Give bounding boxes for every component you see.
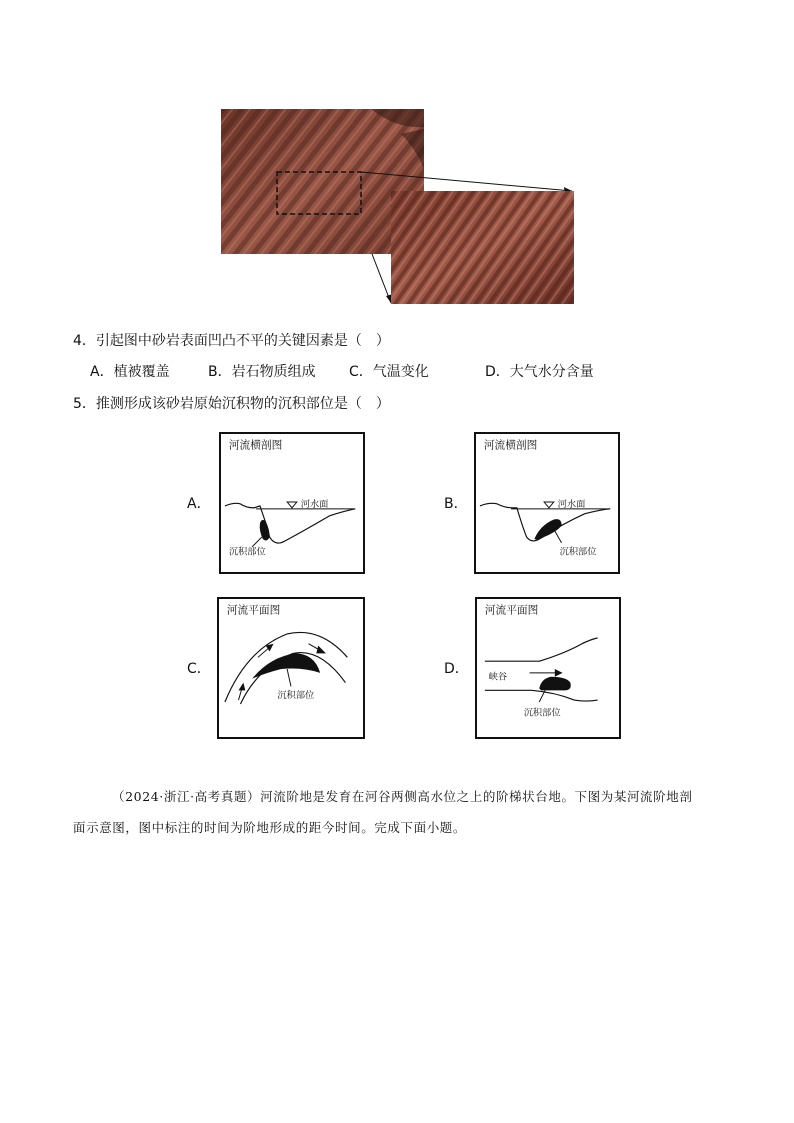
diagram-title: 河流横剖图 [483, 438, 538, 452]
deposit-label: 沉积部位 [277, 690, 315, 702]
option-5a-diagram[interactable] [219, 432, 365, 574]
deposit-label: 沉积部位 [559, 546, 597, 558]
option-5b-diagram[interactable] [474, 432, 620, 574]
question-4-stem: 4．引起图中砂岩表面凹凸不平的关键因素是（ ） [73, 333, 390, 349]
diagram-title: 河流平面图 [226, 603, 281, 617]
option-5a-letter[interactable]: A． [187, 496, 211, 512]
option-4c[interactable]: C．气温变化 [349, 364, 429, 380]
passage-line-2: 面示意图，图中标注的时间为阶地形成的距今时间。完成下面小题。 [73, 820, 467, 835]
deposit-label: 沉积部位 [228, 546, 266, 558]
option-5b-letter[interactable]: B． [444, 496, 468, 512]
option-4b[interactable]: B．岩石物质组成 [208, 364, 316, 380]
water-surface-label: 河水面 [557, 498, 586, 510]
diagram-title: 河流横剖图 [228, 438, 283, 452]
option-4d[interactable]: D．大气水分含量 [485, 364, 594, 380]
option-5d-letter[interactable]: D． [444, 661, 469, 677]
passage-line-1: （2024·浙江·高考真题）河流阶地是发育在河谷两侧高水位之上的阶梯状台地。下图为某河流阶地剖 [112, 789, 693, 804]
deposit-label: 沉积部位 [523, 707, 561, 719]
option-5c-letter[interactable]: C． [187, 661, 211, 677]
water-surface-label: 河水面 [300, 498, 329, 510]
sandstone-closeup-photo [391, 191, 574, 304]
option-5c-diagram[interactable] [217, 597, 365, 739]
diagram-title: 河流平面图 [484, 603, 539, 617]
option-4a[interactable]: A．植被覆盖 [90, 364, 170, 380]
question-5-stem: 5．推测形成该砂岩原始沉积物的沉积部位是（ ） [73, 396, 390, 412]
canyon-label: 峡谷 [488, 671, 508, 683]
option-5d-diagram[interactable] [475, 597, 621, 739]
